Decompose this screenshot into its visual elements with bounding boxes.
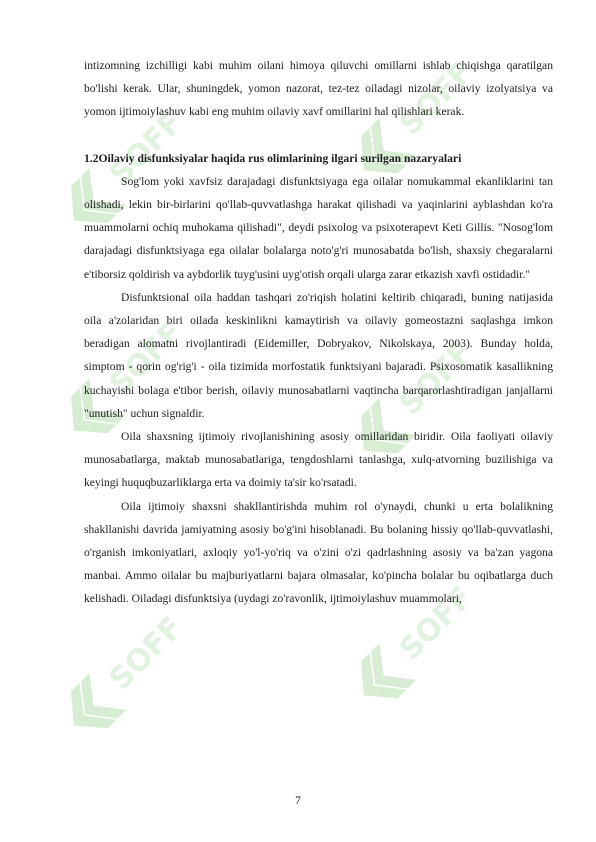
spacer bbox=[84, 124, 553, 147]
watermark-text: SOFF bbox=[392, 580, 480, 668]
section-heading: 1.2Oilaviy disfunksiyalar haqida rus olimlarining ilgari surilgan nazaryalari bbox=[84, 151, 462, 165]
watermark-logo-mark bbox=[346, 643, 417, 714]
watermark-text: SOFF bbox=[392, 335, 480, 423]
watermark-text: SOFF bbox=[392, 55, 480, 143]
paragraph-1: Sog'lom yoki xavfsiz darajadagi disfunktsiyaga ega oilalar nomukammal ekanliklarini tan olishadi, lekin bir-birlarini qo'llab-quvvatlashga harakat qilishadi va yaqinlarini ayblashdan ko'ra muammolarni ochiq muhokama qilishadi", deydi psixolog va psixoterapevt Keti Gillis. "Nosog'lom darajadagi disfunktsiyaga ega oilalar bolalarga noto'g'ri munosabatda bo'lish, shaxsiy chegaralarni e'tiborsiz qoldirish va aybdorlik tuyg'usini uyg'otish orqali ularga zarar etkazish xavfi ostidadir." bbox=[84, 174, 553, 281]
page-number: 7 bbox=[295, 794, 301, 807]
paragraph-intro: intizomning izchilligi kabi muhim oilani himoya qiluvchi omillarni ishlab chiqishga qaratilgan bo'lishi kerak. Ular, shuningdek, yomon nazorat, tez-tez oiladagi nizolar, oilaviy izolyatsiya va yomon ijtimoiylashuv kabi eng muhim oilaviy xavf omillarini hal qilishlari kerak. bbox=[84, 59, 553, 119]
page-body bbox=[84, 54, 553, 611]
watermark-tile bbox=[56, 604, 196, 744]
paragraph-4: Oila ijtimoiy shaxsni shakllantirishda muhim rol o'ynaydi, chunki u erta bolalikning shakllanishi davrida jamiyatning asosiy bo'g'ini hisoblanadi. Bu bolaning hissiy qo'llab-quvvatlashi, o'rganish imkoniyatlari, axloqiy yo'l-yo'riq va o'zini o'zi qadrlashning asosiy va ba'zan yagona manbai. Ammo oilalar bu majburiyatlarni bajara olmasalar, ko'pincha bolalar bu oqibatlarga duch kelishadi. Oiladagi disfunktsiya (uydagi zo'ravonlik, ijtimoiylashuv muammolari, bbox=[84, 499, 553, 606]
paragraph-2: Disfunktsional oila haddan tashqari zo'riqish holatini keltirib chiqaradi, buning natijasida oila a'zolaridan biri oilada keskinlikni kamaytirish va oilaviy gomeostazni saqlashga imkon beradigan alomatni rivojlantiradi (Eidemiller, Dobryakov, Nikolskaya, 2003). Bunday holda, simptom - qorin og'rig'i - oila tizimida morfostatik funktsiyani bajaradi. Psixosomatik kasallikning kuchayishi bolaga e'tibor berish, oilaviy munosabatlarni vaqtincha barqarorlashtiradigan janjallarni "unutish" uchun signaldir. bbox=[84, 290, 553, 420]
watermark-logo-mark bbox=[56, 673, 127, 744]
watermark-text: SOFF bbox=[102, 105, 190, 193]
paragraph-3: Oila shaxsning ijtimoiy rivojlanishining asosiy omillaridan biridir. Oila faoliyati oilaviy munosabatlarga, maktab munosabatlariga, tengdoshlarni tanlashga, xulq-atvorning buzilishiga va keyingi huquqbuzarliklarga erta va doimiy ta'sir ko'rsatadi. bbox=[84, 430, 553, 490]
watermark-text: SOFF bbox=[102, 610, 190, 698]
watermark-text: SOFF bbox=[102, 315, 190, 403]
